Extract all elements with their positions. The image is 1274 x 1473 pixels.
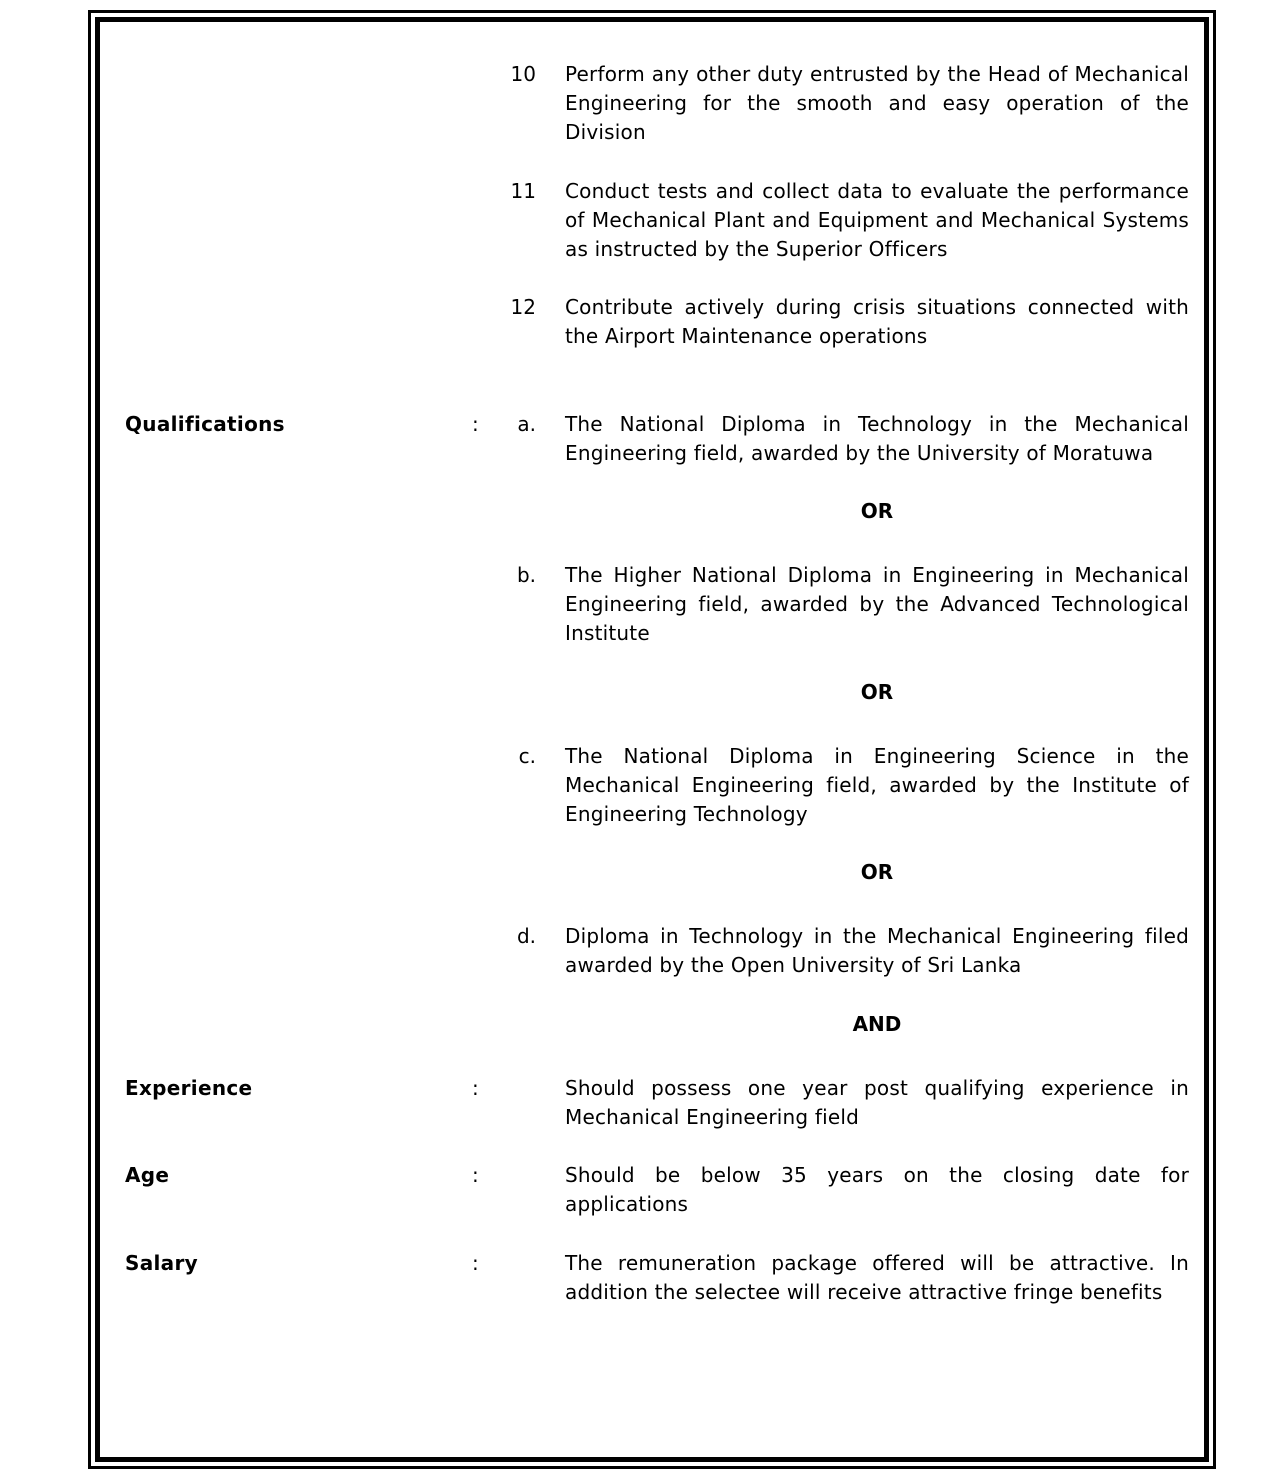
duty-number: 12 — [510, 295, 536, 319]
qualification-text: Diploma in Technology in the Mechanical Engineering filed awarded by the Open University of Sri Lanka — [565, 924, 1189, 977]
qualifications-label: Qualifications — [125, 412, 285, 436]
qualification-letter: c. — [518, 744, 536, 768]
qualification-letter: d. — [516, 924, 536, 948]
or-separator: OR — [860, 499, 894, 523]
salary-colon: : — [472, 1251, 479, 1275]
experience-text: Should possess one year post qualifying experience in Mechanical Engineering field — [565, 1076, 1189, 1129]
or-separator: OR — [860, 860, 894, 884]
or-separator: OR — [860, 680, 894, 704]
qualification-text: The Higher National Diploma in Engineering in Mechanical Engineering field, awarded by the Advanced Technological Institute — [565, 563, 1189, 645]
duty-text: Contribute actively during crisis situations connected with the Airport Maintenance operations — [565, 295, 1189, 348]
and-separator: AND — [852, 1012, 902, 1036]
qualifications-colon: : — [472, 412, 479, 436]
qualification-letter: a. — [517, 412, 536, 436]
qualification-text: The National Diploma in Engineering Science in the Mechanical Engineering field, awarded by the Institute of Engineering Technology — [565, 744, 1189, 826]
duty-text: Perform any other duty entrusted by the Head of Mechanical Engineering for the smooth and easy operation of the Division — [565, 62, 1189, 144]
salary-text: The remuneration package offered will be attractive. In addition the selectee will receive attractive fringe benefits — [565, 1251, 1189, 1304]
age-label: Age — [125, 1163, 170, 1187]
duty-number: 10 — [510, 62, 536, 86]
duty-number: 11 — [510, 179, 536, 203]
qualification-text: The National Diploma in Technology in the Mechanical Engineering field, awarded by the University of Moratuwa — [565, 412, 1189, 465]
duty-text: Conduct tests and collect data to evaluate the performance of Mechanical Plant and Equipment and Mechanical Systems as instructed by the Superior Officers — [565, 179, 1189, 261]
experience-colon: : — [472, 1076, 479, 1100]
salary-label: Salary — [125, 1251, 198, 1275]
qualification-letter: b. — [516, 563, 536, 587]
experience-label: Experience — [125, 1076, 253, 1100]
age-colon: : — [472, 1163, 479, 1187]
age-text: Should be below 35 years on the closing date for applications — [565, 1163, 1189, 1216]
